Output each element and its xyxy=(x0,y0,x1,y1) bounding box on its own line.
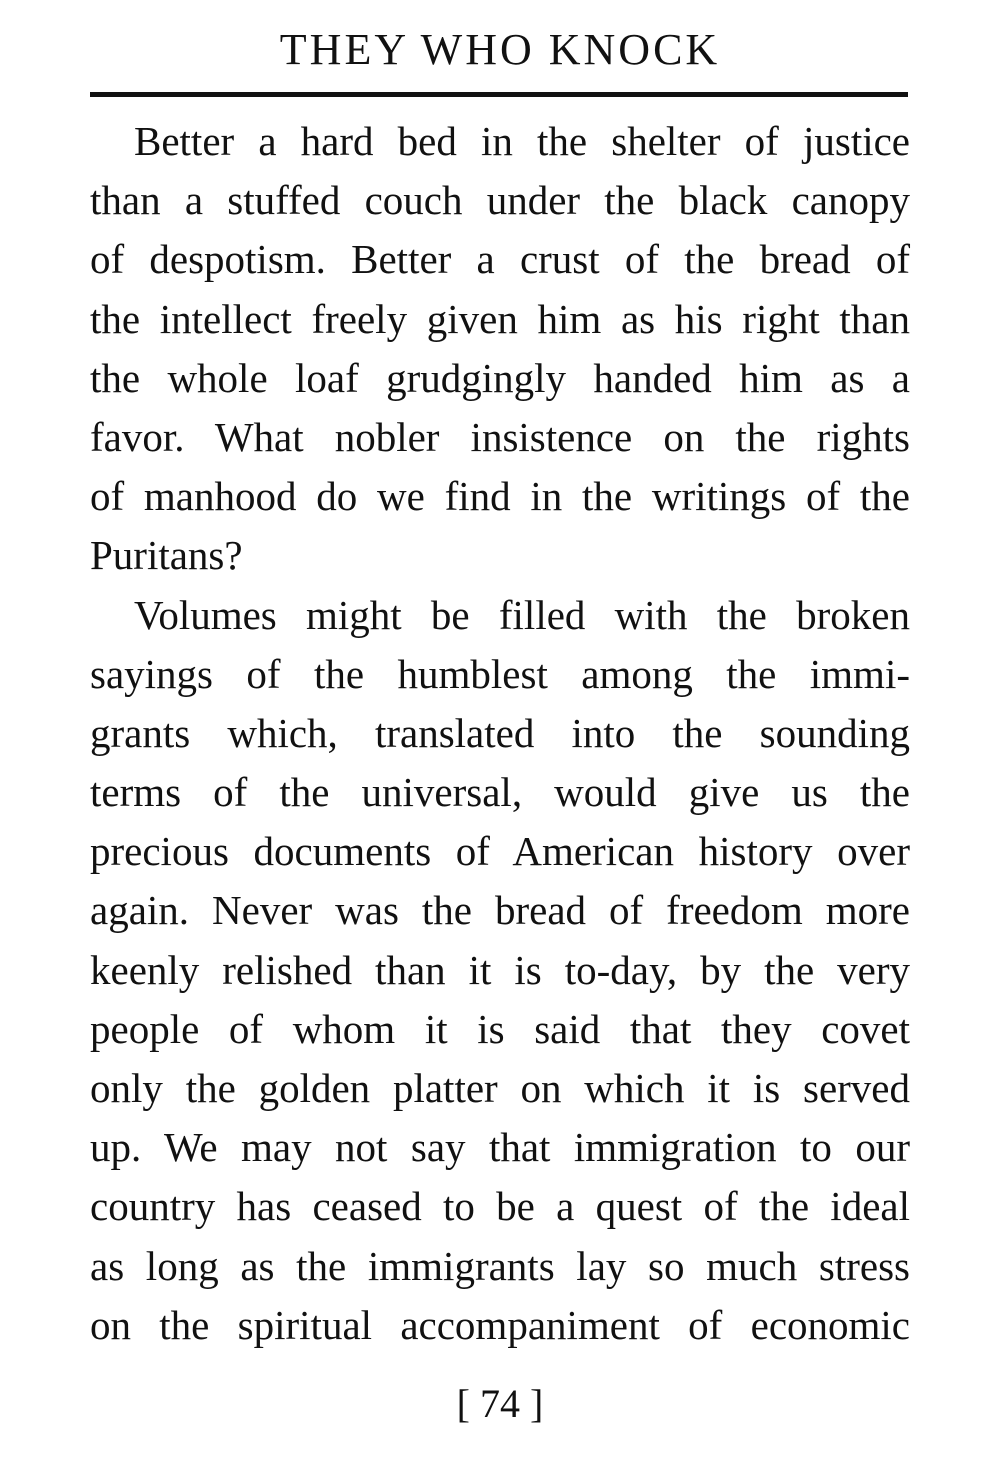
text-line: than a stuffed couch under the black canopy xyxy=(90,177,910,224)
text-line: the intellect freely given him as his right than xyxy=(90,295,910,342)
text-line: grants which, translated into the sounding xyxy=(90,709,910,756)
text-line: people of whom it is said that they covet xyxy=(90,1005,910,1052)
text-line: on the spiritual accompaniment of economic xyxy=(90,1301,910,1348)
text-line: the whole loaf grudgingly handed him as a xyxy=(90,354,910,401)
page-number: [ 74 ] xyxy=(456,1381,544,1426)
text-line: up. We may not say that immigration to our xyxy=(90,1124,910,1171)
text-line: precious documents of American history over xyxy=(90,828,910,875)
text-line: as long as the immigrants lay so much stress xyxy=(90,1242,910,1289)
text-line: of manhood do we find in the writings of the xyxy=(90,473,910,520)
text-line: only the golden platter on which it is served xyxy=(90,1065,910,1111)
text-line: keenly relished than it is to-day, by the very xyxy=(90,946,910,993)
body-text xyxy=(90,112,910,1355)
paragraph xyxy=(90,586,910,1355)
text-line: again. Never was the bread of freedom more xyxy=(90,887,910,934)
text-line: sayings of the humblest among the immi- xyxy=(90,650,910,697)
text-line: Volumes might be filled with the broken xyxy=(134,591,910,638)
text-line: Puritans? xyxy=(90,532,243,579)
text-line: of despotism. Better a crust of the bread of xyxy=(90,236,910,283)
text-line: Better a hard bed in the shelter of justice xyxy=(134,118,910,164)
text-line: country has ceased to be a quest of the ideal xyxy=(90,1183,910,1230)
paragraph xyxy=(90,112,910,586)
text-line: terms of the universal, would give us the xyxy=(90,769,910,816)
header-rule xyxy=(90,92,908,97)
running-head-title: THEY WHO KNOCK xyxy=(279,25,721,74)
text-line: favor. What nobler insistence on the rights xyxy=(90,413,910,460)
